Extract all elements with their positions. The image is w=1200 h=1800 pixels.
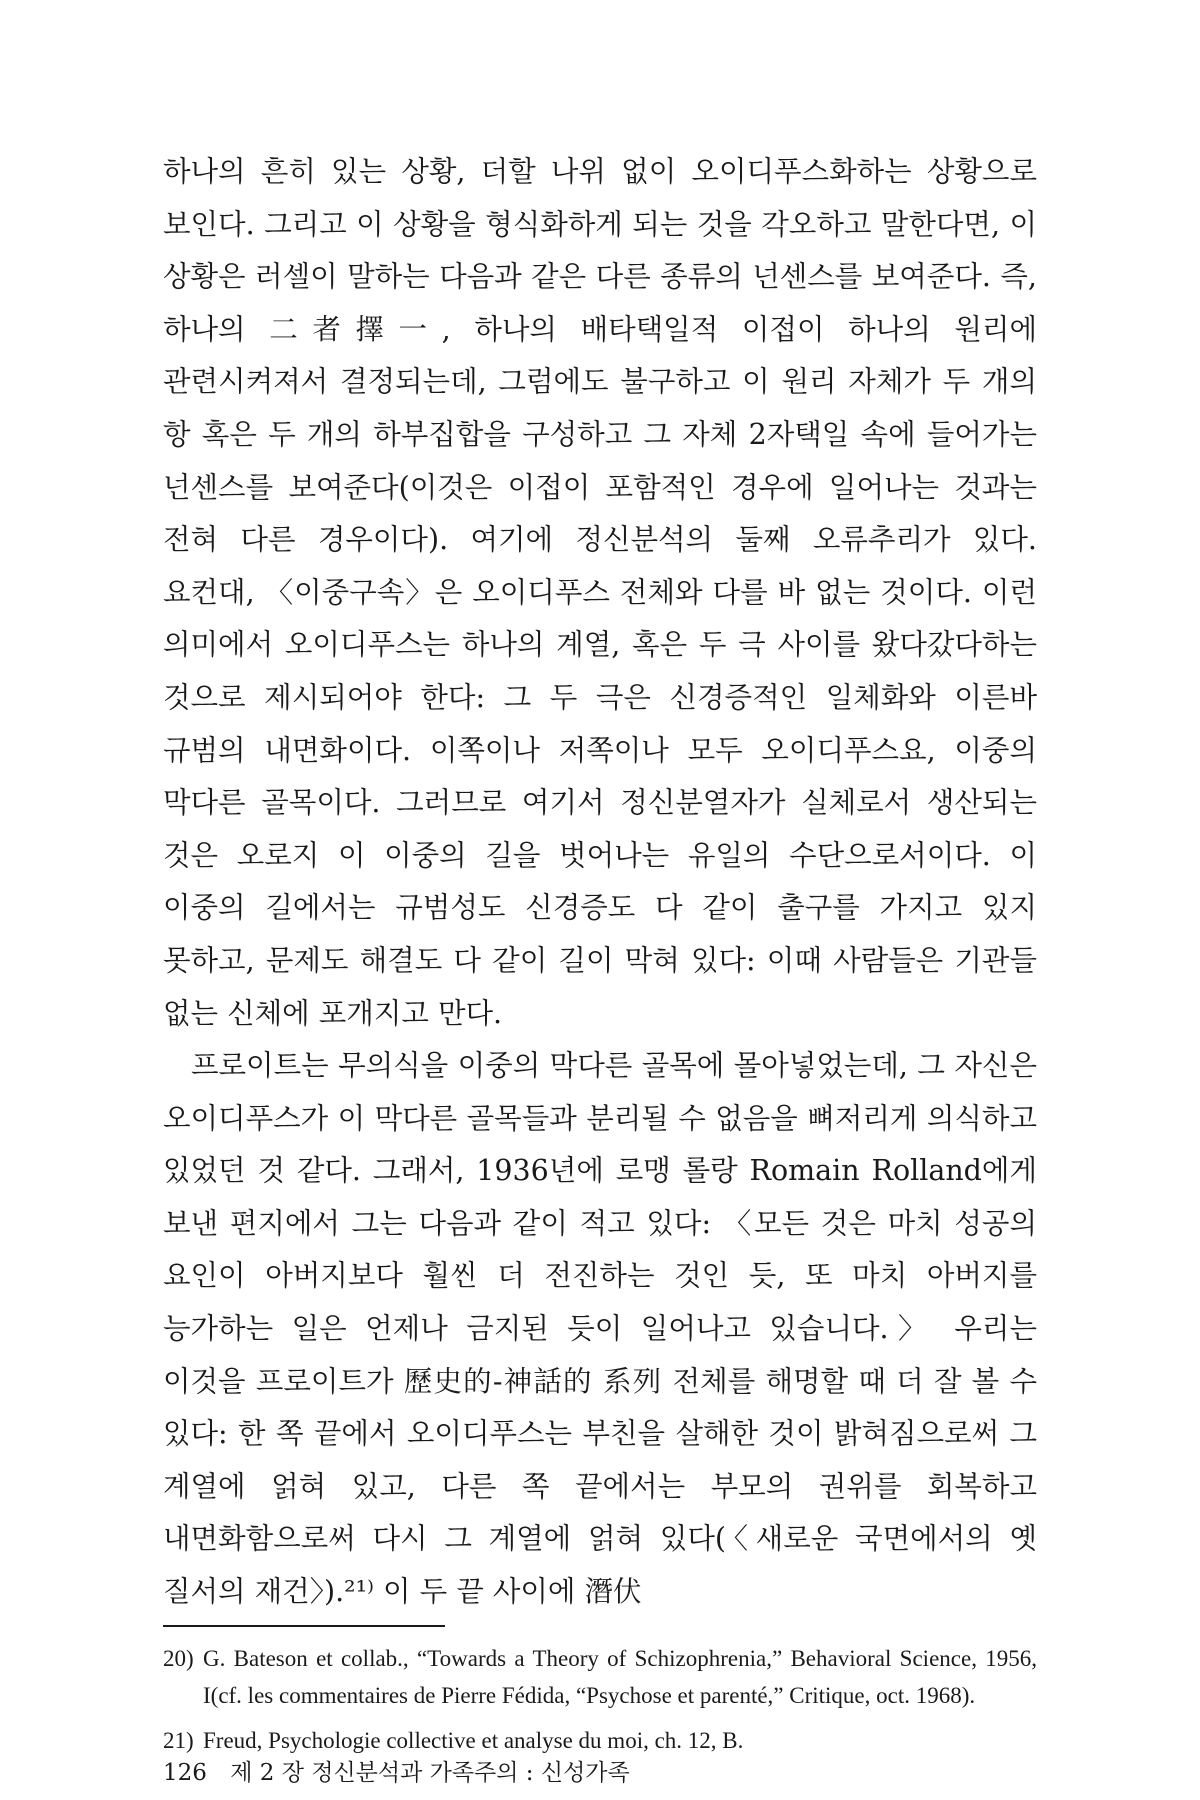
footnotes: [163, 1640, 1037, 1759]
paragraph-1: 하나의 흔히 있는 상황, 더할 나위 없이 오이디푸스화하는 상황으로 보인다. 그리고 이 상황을 형식화하게 되는 것을 각오하고 말한다면, 이 상황은 러셀이 말하는 다음과 같은 다른 종류의 넌센스를 보여준다. 즉, 하나의 二者擇一, 하나의 배타택일적 이접이 하나의 원리에 관련시켜져서 결정되는데, 그럼에도 불구하고 이 원리 자체가 두 개의 항 혹은 두 개의 하부집합을 구성하고 그 자체 2자택일 속에 들어가는 넌센스를 보여준다(이것은 이접이 포함적인 경우에 일어나는 것과는 전혀 다른 경우이다). 여기에 정신분석의 둘째 오류추리가 있다. 요컨대, 〈이중구속〉은 오이디푸스 전체와 다를 바 없는 것이다. 이런 의미에서 오이디푸스는 하나의 계열, 혹은 두 극 사이를 왔다갔다하는 것으로 제시되어야 한다: 그 두 극은 신경증적인 일체화와 이른바 규범의 내면화이다. 이쪽이나 저쪽이나 모두 오이디푸스요, 이중의 막다른 골목이다. 그러므로 여기서 정신분열자가 실체로서 생산되는 것은 오로지 이 이중의 길을 벗어나는 유일의 수단으로서이다. 이 이중의 길에서는 규범성도 신경증도 다 같이 출구를 가지고 있지 못하고, 문제도 해결도 다 같이 길이 막혀 있다: 이때 사람들은 기관들 없는 신체에 포개지고 만다.: [163, 155, 1037, 1030]
footnote-text: G. Bateson et collab., “Towards a Theory of Schizophrenia,” Behavioral Science, 1956, I(cf. les commentaires de Pierre Fédida, “Psychose et parenté,” Critique, oct. 1968).: [203, 1646, 1037, 1708]
footnote-20: [163, 1640, 1037, 1714]
page-footer: [163, 1758, 630, 1788]
paragraph-2: 프로이트는 무의식을 이중의 막다른 골목에 몰아넣었는데, 그 자신은 오이디푸스가 이 막다른 골목들과 분리될 수 없음을 뼈저리게 의식하고 있었던 것 같다. 그래서, 1936년에 로맹 롤랑 Romain Rolland에게 보낸 편지에서 그는 다음과 같이 적고 있다: 〈모든 것은 마치 성공의 요인이 아버지보다 훨씬 더 전진하는 것인 듯, 또 마치 아버지를 능가하는 일은 언제나 금지된 듯이 일어나고 있습니다.〉 우리는 이것을 프로이트가 歷史的-神話的 系列 전체를 해명할 때 더 잘 볼 수 있다: 한 쪽 끝에서 오이디푸스는 부친을 살해한 것이 밝혀짐으로써 그 계열에 얽혀 있고, 다른 쪽 끝에서는 부모의 권위를 회복하고 내면화함으로써 다시 그 계열에 얽혀 있다(〈새로운 국면에서의 옛 질서의 재건〉).²¹⁾ 이 두 끝 사이에 潛伏: [163, 1049, 1037, 1609]
footnote-divider: [163, 1625, 445, 1627]
footnote-number: 20): [163, 1646, 194, 1671]
running-title: 제 2 장 정신분석과 가족주의 : 신성가족: [230, 1760, 630, 1786]
page-number: 126: [163, 1760, 207, 1786]
footnote-text: Freud, Psychologie collective et analyse du moi, ch. 12, B.: [203, 1728, 744, 1753]
footnote-number: 21): [163, 1728, 194, 1753]
footnote-21: [163, 1722, 1037, 1759]
body-text: [163, 146, 1037, 1619]
